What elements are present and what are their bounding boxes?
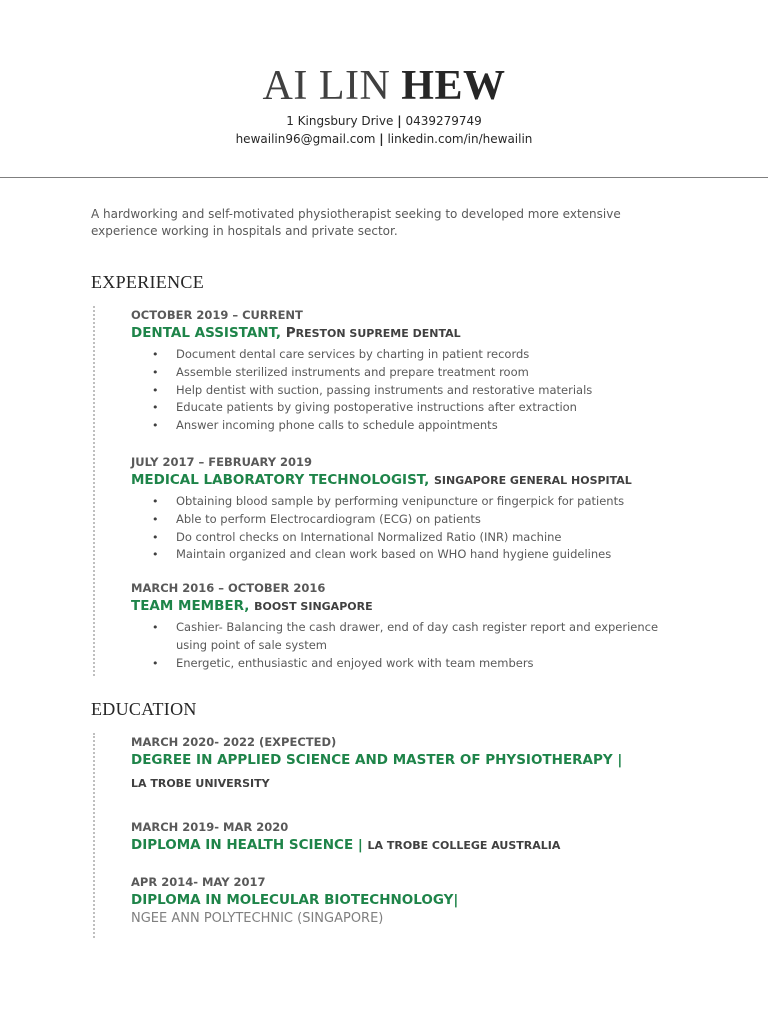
experience-rule — [93, 306, 95, 676]
job-duties — [131, 346, 691, 435]
phone: 0439279749 — [405, 114, 482, 128]
education-date: MARCH 2019- MAR 2020 — [131, 820, 289, 834]
education-heading: EDUCATION — [91, 699, 197, 719]
contact-line-1 — [0, 114, 768, 128]
job-title: MEDICAL LABORATORY TECHNOLOGIST, SINGAPORE GENERAL HOSPITAL — [131, 472, 632, 488]
list-item: • Do control checks on International Normalized Ratio (INR) machine — [152, 529, 562, 544]
job-date: JULY 2017 – FEBRUARY 2019 — [131, 455, 313, 469]
list-item: • Assemble sterilized instruments and prepare treatment room — [152, 364, 529, 379]
job-date: MARCH 2016 – OCTOBER 2016 — [131, 581, 326, 595]
education-degree: DEGREE IN APPLIED SCIENCE AND MASTER OF PHYSIOTHERAPY | — [131, 752, 623, 768]
education-entry — [131, 735, 691, 790]
job-title: DENTAL ASSISTANT, PRESTON SUPREME DENTAL — [131, 325, 461, 341]
list-item: • Answer incoming phone calls to schedule appointments — [152, 418, 498, 433]
address: 1 Kingsbury Drive — [286, 114, 394, 128]
list-item: • Obtaining blood sample by performing venipuncture or fingerpick for patients — [152, 494, 625, 508]
education-rule — [93, 733, 95, 938]
candidate-name — [0, 62, 768, 110]
job-employer: BOOST SINGAPORE — [254, 600, 373, 613]
job-duties — [131, 493, 691, 564]
job-entry — [131, 455, 691, 564]
list-item: • Document dental care services by charting in patient records — [152, 347, 530, 361]
separator: | — [379, 132, 384, 146]
education-degree: DIPLOMA IN HEALTH SCIENCE | LA TROBE COLLEGE AUSTRALIA — [131, 837, 561, 853]
experience-heading: EXPERIENCE — [91, 272, 204, 292]
education-degree: DIPLOMA IN MOLECULAR BIOTECHNOLOGY| — [131, 892, 459, 908]
education-date: APR 2014- MAY 2017 — [131, 875, 266, 889]
job-duties — [131, 619, 676, 672]
education-date: MARCH 2020- 2022 (EXPECTED) — [131, 735, 337, 749]
separator: | — [397, 114, 402, 128]
list-item: • Maintain organized and clean work based on WHO hand hygiene guidelines — [152, 547, 612, 562]
education-institution: LA TROBE UNIVERSITY — [131, 777, 270, 790]
header-divider — [0, 177, 768, 178]
education-institution: LA TROBE COLLEGE AUSTRALIA — [367, 839, 561, 852]
job-employer: SINGAPORE GENERAL HOSPITAL — [433, 474, 632, 487]
list-item: • Able to perform Electrocardiogram (ECG) on patients — [152, 511, 481, 526]
contact-line-2 — [0, 132, 768, 146]
list-item: • Cashier- Balancing the cash drawer, end of day cash register report and experience using point of sale system — [152, 620, 659, 652]
last-name: HEW — [401, 63, 506, 109]
summary: A hardworking and self-motivated physiotherapist seeking to developed more extensive experience working in hospitals and private sector. — [91, 207, 621, 238]
job-date: OCTOBER 2019 – CURRENT — [131, 308, 303, 322]
list-item: • Energetic, enthusiastic and enjoyed work with team members — [152, 655, 534, 670]
job-entry — [131, 581, 691, 672]
education-entry — [131, 820, 691, 853]
email: hewailin96@gmail.com — [235, 132, 376, 146]
education-entry — [131, 875, 691, 926]
list-item: • Help dentist with suction, passing instruments and restorative materials — [152, 382, 593, 397]
job-employer: PRESTON SUPREME DENTAL — [285, 325, 461, 341]
education-institution: NGEE ANN POLYTECHNIC (SINGAPORE) — [131, 911, 384, 926]
linkedin: linkedin.com/in/hewailin — [387, 132, 533, 146]
job-entry — [131, 308, 691, 435]
first-name: AI LIN — [262, 63, 391, 109]
job-title: TEAM MEMBER, BOOST SINGAPORE — [131, 598, 373, 614]
list-item: • Educate patients by giving postoperative instructions after extraction — [152, 400, 577, 415]
